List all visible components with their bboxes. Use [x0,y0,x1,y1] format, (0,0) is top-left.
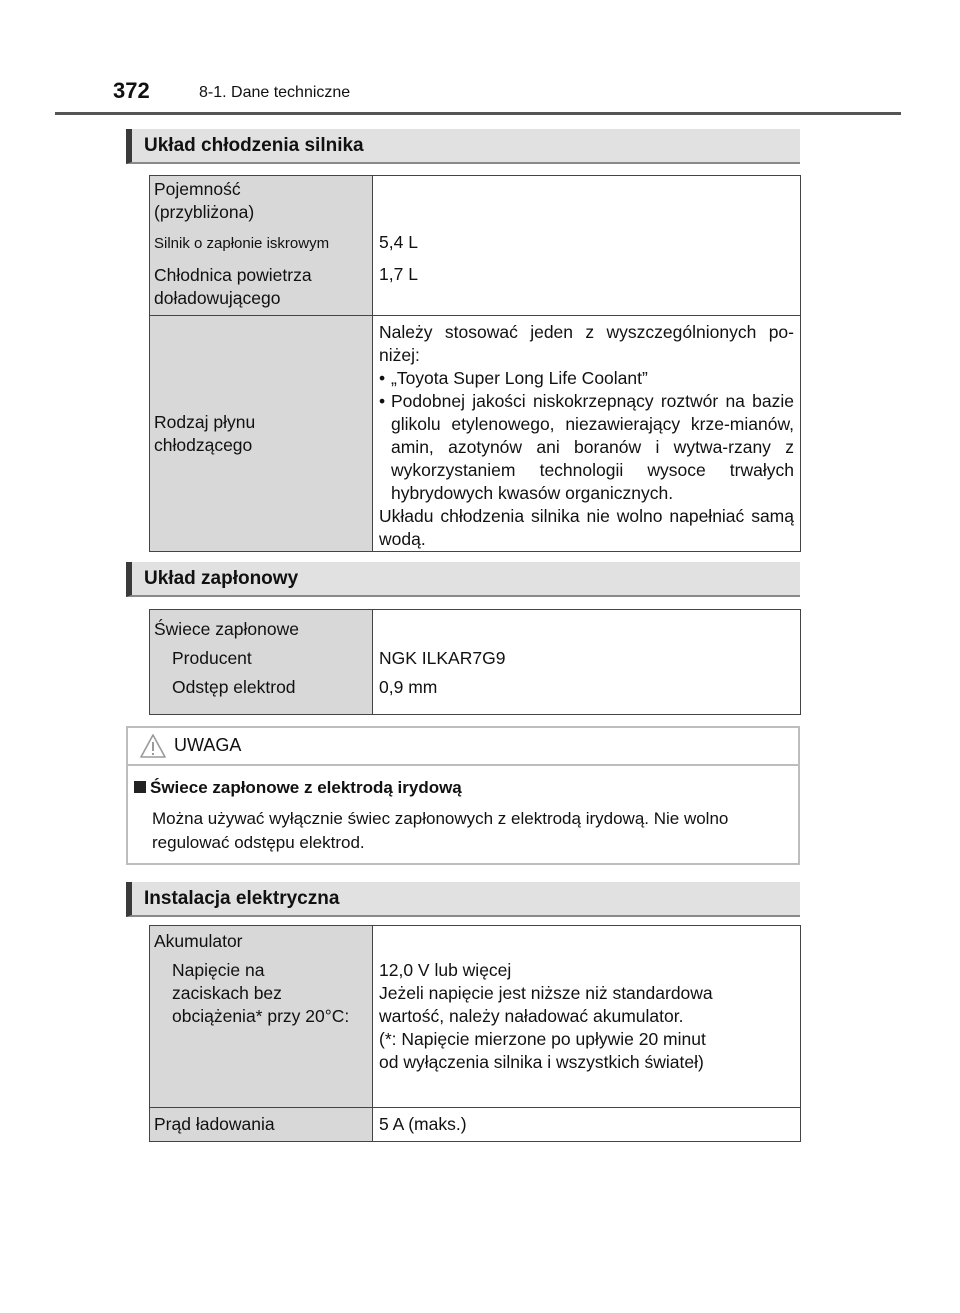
current-value-cell [373,1108,801,1142]
battery-label-cell [150,926,373,1108]
warning-icon [140,734,166,758]
notice-subtitle [134,778,462,798]
coolant-intro: Należy stosować jeden z wyszczególnionych po-niżej: [379,322,794,365]
gap-label: Odstęp elektrod [172,677,296,697]
table-row [150,1108,801,1142]
plugs-label-cell [150,610,373,715]
coolant-bullet-2 [379,390,794,505]
notice-box [126,726,800,865]
header-divider [55,112,901,115]
capacity-label-line1: Pojemność [154,179,241,199]
voltage-value-line1: 12,0 V lub więcej [379,960,512,980]
notice-header [128,728,798,766]
section-title-cooling: Układ chłodzenia silnika [126,129,800,164]
cooling-spec-table [149,175,801,552]
bullet-dot: • [379,368,386,388]
spark-engine-value: 5,4 L [379,232,418,252]
section-title-ignition: Układ zapłonowy [126,562,800,597]
coolant-value-cell [373,316,801,552]
coolant-bullet-1-text: „Toyota Super Long Life Coolant” [391,368,648,388]
ignition-spec-table [149,609,801,715]
coolant-label-line1: Rodzaj płynu [154,411,256,432]
battery-value-cell [373,926,801,1108]
voltage-value-line2: Jeżeli napięcie jest niższe niż standardowa [379,983,713,1003]
bullet-dot: • [379,391,386,411]
section-title-electrical: Instalacja elektryczna [126,882,800,917]
page-number: 372 [113,78,150,103]
intercooler-label-line1: Chłodnica powietrza [154,265,312,285]
voltage-label-line1: Napięcie na [172,960,265,980]
chapter-title: 8-1. Dane techniczne [199,84,351,101]
electrical-spec-table [149,925,801,1142]
voltage-value-line3: wartość, należy naładować akumulator. [379,1006,684,1026]
coolant-bullet-1 [379,367,794,390]
capacity-label-cell [150,176,373,316]
current-value: 5 A (maks.) [379,1114,467,1134]
capacity-value-cell [373,176,801,316]
maker-label: Producent [172,648,252,668]
table-row [150,926,801,1108]
coolant-bullet-2-text: Podobnej jakości niskokrzepnący roztwór na bazie glikolu etylenowego, niezawierający krze-mianów, amin, azotynów ani boranów i wytwa-rzany z wykorzystaniem technologii wysoce trwałych hybrydowych kwasów organicznych. [391,391,794,503]
maker-value: NGK ILKAR7G9 [379,648,506,668]
voltage-label-line3: obciążenia* przy 20°C: [172,1006,350,1026]
current-label: Prąd ładowania [154,1114,275,1134]
current-label-cell [150,1108,373,1142]
voltage-value-line4: (*: Napięcie mierzone po upływie 20 minut [379,1029,706,1049]
notice-subtitle-text: Świece zapłonowe z elektrodą irydową [150,778,462,797]
battery-label: Akumulator [154,931,243,951]
table-row [150,610,801,715]
table-row [150,176,801,316]
coolant-label-cell [150,316,373,552]
intercooler-label-line2: doładowującego [154,288,281,308]
voltage-value-line5: od wyłączenia silnika i wszystkich świateł) [379,1052,704,1072]
notice-title: UWAGA [174,735,242,755]
coolant-label-line2: chłodzącego [154,434,253,455]
voltage-label-line2: zaciskach bez [172,983,282,1003]
coolant-note: Układu chłodzenia silnika nie wolno napełniać samą wodą. [379,506,794,549]
page-header [0,78,960,114]
plugs-value-cell [373,610,801,715]
notice-body: Można używać wyłącznie świec zapłonowych z elektrodą irydową. Nie wolno regulować odstępu elektrod. [152,809,729,852]
square-bullet-icon [134,781,146,793]
capacity-label-line2: (przybliżona) [154,202,255,222]
plugs-label: Świece zapłonowe [154,619,299,639]
table-row [150,316,801,552]
spark-engine-label: Silnik o zapłonie iskrowym [154,235,330,252]
gap-value: 0,9 mm [379,677,438,697]
intercooler-value: 1,7 L [379,264,418,284]
